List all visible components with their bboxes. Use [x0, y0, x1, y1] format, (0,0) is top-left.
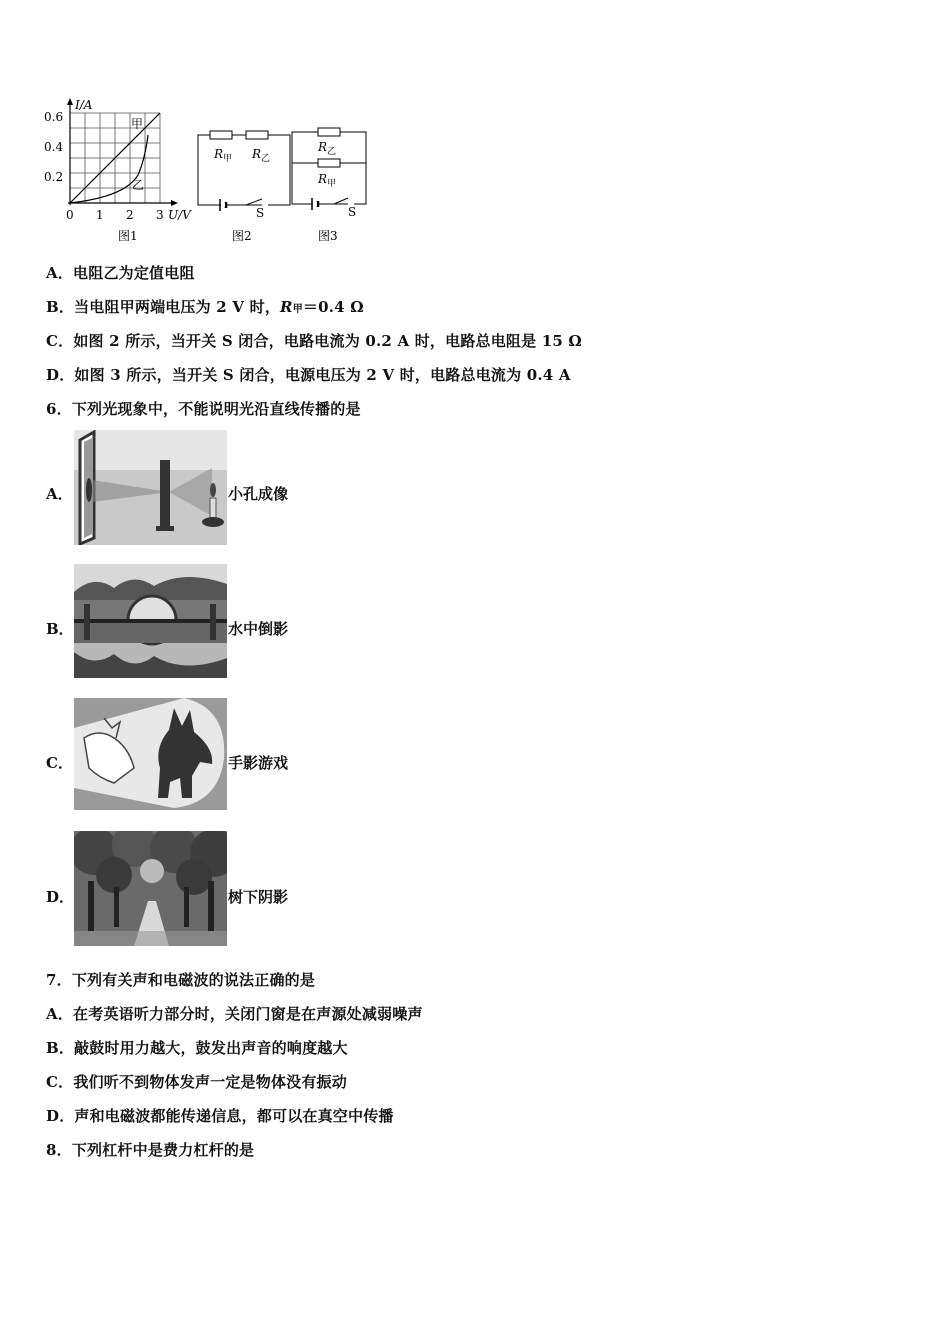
svg-text:甲: 甲 — [327, 179, 337, 189]
svg-text:乙: 乙 — [132, 178, 145, 192]
svg-text:S: S — [348, 205, 357, 219]
svg-text:I/A: I/A — [75, 98, 93, 112]
bridge-reflection-image — [74, 564, 227, 678]
svg-text:图2: 图2 — [232, 229, 252, 243]
svg-text:0.2: 0.2 — [44, 170, 64, 184]
svg-text:S: S — [256, 206, 265, 220]
hand-shadow-image — [74, 698, 227, 810]
svg-text:乙: 乙 — [327, 147, 337, 157]
circuit-parallel — [292, 128, 366, 210]
q6-option-a-caption: 小孔成像 — [228, 485, 289, 503]
svg-text:R: R — [252, 147, 262, 161]
q7-option-b: B．敲鼓时用力越大，鼓发出声音的响度越大 — [46, 1039, 348, 1057]
q5-option-a: A．电阻乙为定值电阻 — [46, 264, 195, 282]
q5-option-d: D．如图 3 所示，当开关 S 闭合，电源电压为 2 V 时，电路总电流为 0.4 A — [46, 366, 571, 384]
svg-text:图3: 图3 — [318, 229, 338, 243]
q6-option-a-letter: A． — [46, 485, 73, 503]
q6-option-d-letter: D． — [46, 888, 75, 906]
svg-text:R: R — [318, 172, 328, 186]
circuit-parallel-labels — [317, 140, 356, 243]
svg-text:乙: 乙 — [261, 154, 271, 164]
figure-group — [40, 95, 370, 245]
q6-option-d-caption: 树下阴影 — [228, 888, 289, 906]
curve-yi — [70, 135, 148, 203]
svg-text:3: 3 — [156, 208, 164, 222]
q7-stem: 7．下列有关声和电磁波的说法正确的是 — [46, 971, 316, 989]
q5-option-c: C．如图 2 所示，当开关 S 闭合，电路电流为 0.2 A 时，电路总电阻是 15 Ω — [46, 332, 582, 350]
svg-text:U/V: U/V — [168, 208, 191, 222]
q6-stem: 6．下列光现象中，不能说明光沿直线传播的是 — [46, 400, 361, 418]
q6-option-b-letter: B． — [46, 620, 74, 638]
circuit-series-labels — [213, 147, 270, 243]
tree-shade-image — [74, 831, 227, 946]
pinhole-camera-image — [74, 430, 227, 545]
q6-option-c-letter: C． — [46, 754, 73, 772]
svg-text:0.6: 0.6 — [44, 110, 64, 124]
svg-text:R: R — [214, 147, 224, 161]
svg-text:0.4: 0.4 — [44, 140, 64, 154]
svg-text:甲: 甲 — [223, 154, 233, 164]
svg-text:甲: 甲 — [131, 117, 144, 131]
q6-option-b-caption: 水中倒影 — [228, 620, 289, 638]
q5-option-b: B．当电阻甲两端电压为 2 V 时，R甲＝0.4 Ω — [46, 298, 364, 316]
q6-option-c-caption: 手影游戏 — [228, 754, 289, 772]
svg-text:图1: 图1 — [118, 229, 138, 243]
svg-text:R: R — [318, 140, 328, 154]
svg-text:0: 0 — [66, 208, 74, 222]
q8-stem: 8．下列杠杆中是费力杠杆的是 — [46, 1141, 255, 1159]
circuit-series — [198, 131, 290, 211]
iu-graph — [44, 98, 192, 243]
q7-option-a: A．在考英语听力部分时，关闭门窗是在声源处减弱噪声 — [46, 1005, 423, 1023]
q7-option-c: C．我们听不到物体发声一定是物体没有振动 — [46, 1073, 347, 1091]
svg-text:2: 2 — [126, 208, 134, 222]
svg-text:1: 1 — [96, 208, 104, 222]
q7-option-d: D．声和电磁波都能传递信息，都可以在真空中传播 — [46, 1107, 394, 1125]
